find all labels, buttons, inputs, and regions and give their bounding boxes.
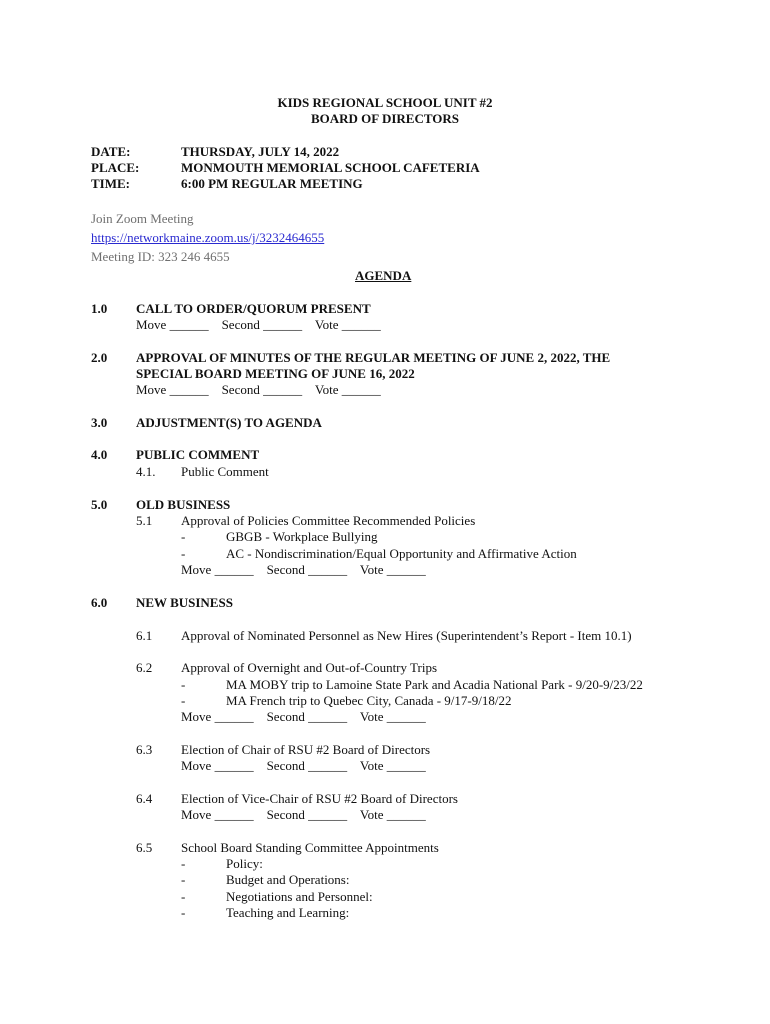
agenda-title: AGENDA: [355, 268, 412, 283]
time-label: TIME:: [91, 176, 130, 191]
motion-line: Move ______ Second ______ Vote ______: [181, 709, 426, 724]
bullet-dash: -: [181, 529, 186, 544]
sub-item-text: Approval of Policies Committee Recommended Policies: [181, 513, 476, 528]
item-number: 1.0: [91, 301, 108, 316]
bullet-dash: -: [181, 872, 186, 887]
bullet-dash: -: [181, 546, 186, 561]
item-number: 3.0: [91, 415, 108, 430]
bullet-text: GBGB - Workplace Bullying: [226, 529, 378, 544]
item-title-adjustments: ADJUSTMENT(S) TO AGENDA: [136, 415, 322, 430]
sub-item-text: School Board Standing Committee Appointments: [181, 840, 439, 855]
sub-item-number: 6.4: [136, 791, 153, 806]
sub-item-text: Election of Vice-Chair of RSU #2 Board of Directors: [181, 791, 458, 806]
motion-line: Move ______ Second ______ Vote ______: [136, 317, 381, 332]
sub-item-number: 6.1: [136, 628, 153, 643]
org-name: KIDS REGIONAL SCHOOL UNIT #2: [277, 95, 493, 110]
motion-line: Move ______ Second ______ Vote ______: [181, 758, 426, 773]
bullet-text: Teaching and Learning:: [226, 905, 350, 920]
sub-item-number: 5.1: [136, 513, 153, 528]
sub-item-number: 6.5: [136, 840, 153, 855]
place-value: MONMOUTH MEMORIAL SCHOOL CAFETERIA: [181, 160, 480, 175]
sub-item-number: 6.3: [136, 742, 153, 757]
sub-item-text: Approval of Overnight and Out-of-Country Trips: [181, 660, 438, 675]
bullet-text: Negotiations and Personnel:: [226, 889, 373, 904]
bullet-dash: -: [181, 677, 186, 692]
item-number: 4.0: [91, 447, 108, 462]
item-title-approval-minutes-cont: SPECIAL BOARD MEETING OF JUNE 16, 2022: [136, 366, 415, 381]
bullet-dash: -: [181, 889, 186, 904]
item-number: 5.0: [91, 497, 108, 512]
bullet-text: Policy:: [226, 856, 263, 871]
sub-item-text: Approval of Nominated Personnel as New Hires (Superintendent’s Report - Item 10.1): [181, 628, 632, 643]
bullet-text: MA MOBY trip to Lamoine State Park and Acadia National Park - 9/20-9/23/22: [226, 677, 643, 692]
sub-item-number: 4.1.: [136, 464, 156, 479]
bullet-dash: -: [181, 856, 186, 871]
bullet-text: AC - Nondiscrimination/Equal Opportunity and Affirmative Action: [226, 546, 577, 561]
item-number: 2.0: [91, 350, 108, 365]
zoom-link[interactable]: https://networkmaine.zoom.us/j/3232464655: [91, 230, 325, 245]
date-value: THURSDAY, JULY 14, 2022: [181, 144, 340, 159]
zoom-meeting-id: Meeting ID: 323 246 4655: [91, 249, 230, 264]
item-title-new-business: NEW BUSINESS: [136, 595, 233, 610]
zoom-join-text: Join Zoom Meeting: [91, 211, 194, 226]
item-title-public-comment: PUBLIC COMMENT: [136, 447, 260, 462]
motion-line: Move ______ Second ______ Vote ______: [136, 382, 381, 397]
board-name: BOARD OF DIRECTORS: [310, 111, 460, 126]
motion-line: Move ______ Second ______ Vote ______: [181, 807, 426, 822]
bullet-text: MA French trip to Quebec City, Canada - 9/17-9/18/22: [226, 693, 512, 708]
item-title-old-business: OLD BUSINESS: [136, 497, 231, 512]
bullet-text: Budget and Operations:: [226, 872, 350, 887]
bullet-dash: -: [181, 693, 186, 708]
place-label: PLACE:: [91, 160, 140, 175]
item-title-call-to-order: CALL TO ORDER/QUORUM PRESENT: [136, 301, 371, 316]
sub-item-number: 6.2: [136, 660, 153, 675]
bullet-dash: -: [181, 905, 186, 920]
time-value: 6:00 PM REGULAR MEETING: [181, 176, 363, 191]
motion-line: Move ______ Second ______ Vote ______: [181, 562, 426, 577]
date-label: DATE:: [91, 144, 131, 159]
sub-item-text: Election of Chair of RSU #2 Board of Directors: [181, 742, 431, 757]
item-title-approval-minutes: APPROVAL OF MINUTES OF THE REGULAR MEETING OF JUNE 2, 2022, THE: [136, 350, 611, 365]
item-number: 6.0: [91, 595, 108, 610]
sub-item-text: Public Comment: [181, 464, 269, 479]
